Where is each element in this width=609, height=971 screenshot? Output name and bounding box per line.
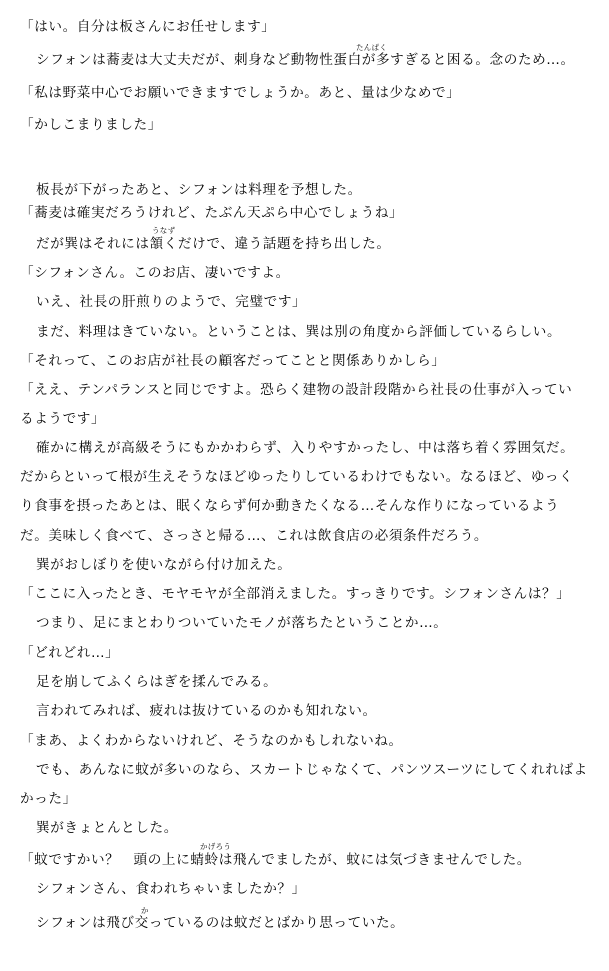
text-line-25: 「まあ、よくわからないけれど、そうなのかもしれないね。 <box>20 733 403 749</box>
text-line-30: シフォンさん、食われちゃいましたか？」 <box>36 881 306 897</box>
text-line-1: 「はい。自分は板さんにお任せします」 <box>20 19 276 35</box>
text-line-7: 「蕎麦は確実だろうけれど、たぶん天ぷら中心でしょうね」 <box>20 205 404 221</box>
text-line-20: 「ここに入ったとき、モヤモヤが全部消えました。すっきりです。シフォンさんは？」 <box>20 586 571 602</box>
ruby-tanpaku: たんぱく <box>356 43 388 52</box>
text-line-12: 「それって、このお店が社長の顧客だってことと関係ありかしら」 <box>20 353 446 369</box>
text-line-23: 足を崩してふくらはぎを揉んでみる。 <box>36 674 278 690</box>
text-line-2: シフォンは蕎麦は大丈夫だが、刺身など動物性蛋白が多すぎると困る。念のため…。 <box>36 52 575 68</box>
text-line-16: だからといって根が生えそうなほどゆったりしているわけでもない。なるほど、ゆっく <box>20 469 574 485</box>
text-line-14: るようです」 <box>20 411 106 427</box>
text-line-31: シフォンは飛び交っているのは蚊だとばかり思っていた。 <box>36 915 405 931</box>
text-line-8: だが巽はそれには頷くだけで、違う話題を持ち出した。 <box>36 236 391 252</box>
text-line-17: り食事を摂ったあとは、眠くならず何か動きたくなる…そんな作りになっているよう <box>20 498 560 514</box>
ruby-unazu: うなず <box>152 226 176 235</box>
text-line-11: まだ、料理はきていない。ということは、巽は別の角度から評価しているらしい。 <box>36 324 562 340</box>
text-line-13: 「ええ、テンパランスと同じですよ。恐らく建物の設計段階から社長の仕事が入ってい <box>20 382 573 398</box>
text-line-4: 「かしこまりました」 <box>20 117 162 133</box>
ruby-kagerou: かげろう <box>200 842 232 851</box>
text-line-3: 「私は野菜中心でお願いできますでしょうか。あと、量は少なめで」 <box>20 85 461 101</box>
text-line-27: かった」 <box>20 791 77 807</box>
text-line-9: 「シフォンさん。このお店、凄いですよ。 <box>20 265 290 281</box>
text-line-6: 板長が下がったあと、シフォンは料理を予想した。 <box>36 182 362 198</box>
text-line-29: 「蚊ですかい？ 頭の上に蜻蛉は飛んでましたが、蚊には気づきませんでした。 <box>20 852 531 868</box>
text-line-10: いえ、社長の肝煎りのようで、完璧です」 <box>36 294 307 310</box>
text-line-18: だ。美味しく食べて、さっさと帰る…、これは飲食店の必須条件だろう。 <box>20 528 489 544</box>
text-line-28: 巽がきょとんとした。 <box>36 820 178 836</box>
text-line-26: でも、あんなに蚊が多いのなら、スカートじゃなくて、パンツスーツにしてくれればよ <box>36 762 588 778</box>
text-line-22: 「どれどれ…」 <box>20 645 120 661</box>
text-line-21: つまり、足にまとわりついていたモノが落ちたということか…。 <box>36 615 448 631</box>
text-line-24: 言われてみれば、疲れは抜けているのかも知れない。 <box>36 703 377 719</box>
text-line-19: 巽がおしぼりを使いながら付け加えた。 <box>36 557 292 573</box>
ruby-ka: か <box>141 906 149 915</box>
text-line-15: 確かに構えが高級そうにもかかわらず、入りやすかったし、中は落ち着く雰囲気だ。 <box>36 440 575 456</box>
